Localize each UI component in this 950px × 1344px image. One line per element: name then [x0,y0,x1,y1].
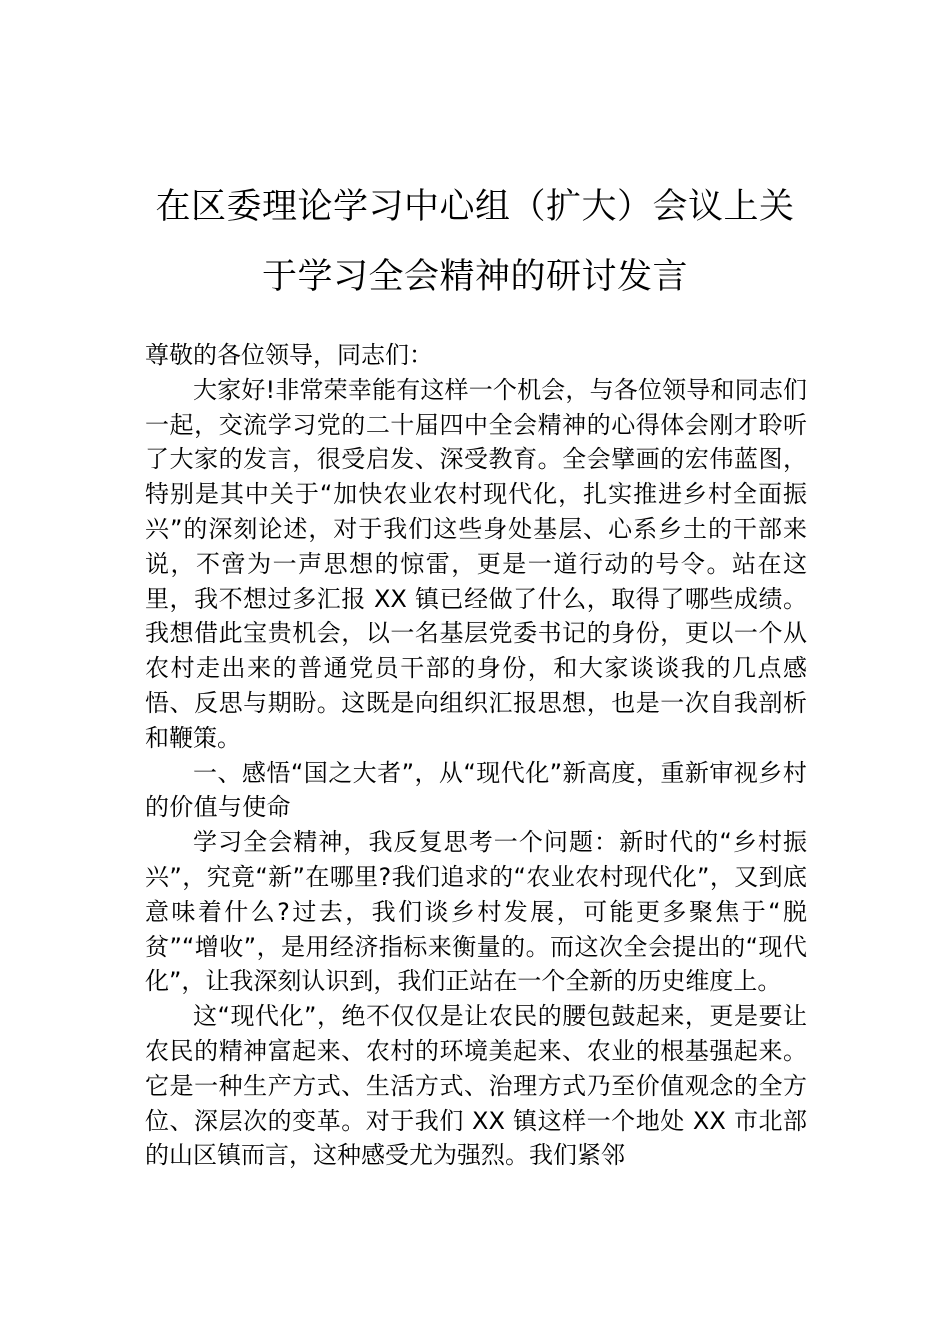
paragraph: 学习全会精神，我反复思考一个问题：新时代的“乡村振兴”，究竟“新”在哪里?我们追求的“农业农村现代化”，又到底意味着什么?过去，我们谈乡村发展，可能更多聚焦于“脱贫”“增收”，是用经济指标来衡量的。而这次全会提出的“现代化”，让我深刻认识到，我们正站在一个全新的历史维度上。 [145,828,807,996]
document-title [145,172,805,312]
section-heading-1: 一、感悟“国之大者”，从“现代化”新高度，重新审视乡村的价值与使命 [145,758,807,822]
document-body [145,338,807,1173]
title-line-2: 于学习全会精神的研讨发言 [261,257,688,297]
title-line-1: 在区委理论学习中心组（扩大）会议上关 [155,187,795,227]
paragraph: 这“现代化”，绝不仅仅是让农民的腰包鼓起来，更是要让农民的精神富起来、农村的环境美起来、农业的根基强起来。它是一种生产方式、生活方式、治理方式乃至价值观念的全方位、深层次的变革。对于我们 XX 镇这样一个地处 XX 市北部的山区镇而言，这种感受尤为强烈。我们紧邻 [145,1002,807,1170]
paragraph-opening: 大家好!非常荣幸能有这样一个机会，与各位领导和同志们一起，交流学习党的二十届四中全会精神的心得体会刚才聆听了大家的发言，很受启发、深受教育。全会擘画的宏伟蓝图，特别是其中关于“加快农业农村现代化，扎实推进乡村全面振兴”的深刻论述，对于我们这些身处基层、心系乡土的干部来说，不啻为一声思想的惊雷，更是一道行动的号令。站在这里，我不想过多汇报 XX 镇已经做了什么，取得了哪些成绩。我想借此宝贵机会，以一名基层党委书记的身份，更以一个从农村走出来的普通党员干部的身份，和大家谈谈我的几点感悟、反思与期盼。这既是向组织汇报思想，也是一次自我剖析和鞭策。 [145,375,807,752]
salutation: 尊敬的各位领导，同志们： [145,341,433,369]
